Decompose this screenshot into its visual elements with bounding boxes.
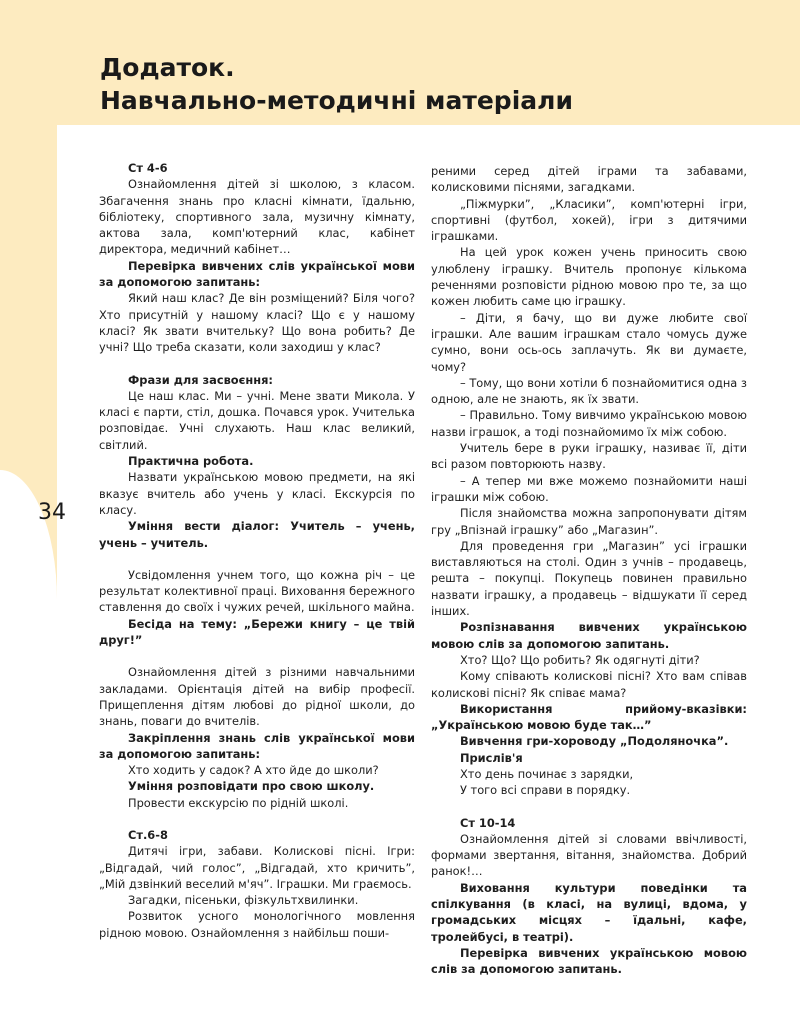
bold-paragraph: Практична робота. [128, 454, 254, 469]
paragraph: На цей урок кожен учень приносить свою улюблену іграшку. Вчитель пропонує кількома реченнями розповісти рідною мовою про те, за що кожен любить саме цю іграшку. [431, 245, 747, 309]
paragraph: Хто? Що? Що робить? Як одягнуті діти? [460, 652, 700, 667]
paragraph: Дитячі ігри, забави. Колискові пісні. Ігри: „Відгадай, чий голос”, „Відгадай, хто кричить”, „Мій дзвінкий веселий м'яч”. Іграшки. Ми граємось. [99, 844, 415, 891]
paragraph: Це наш клас. Ми – учні. Мене звати Микола. У класі є парти, стіл, дошка. Почався урок. Учителька розповідає. Учні слухають. Наш клас великий, світлий. [99, 388, 415, 452]
paragraph: – Тому, що вони хотіли б познайомитися одна з одною, але не знають, як їх звати. [431, 375, 747, 407]
paragraph: Для проведення гри „Магазин” усі іграшки виставляються на столі. Один з учнів – продавець, решта – покупці. Покупець повинен правильно назвати іграшку, а продавець – відшукати її серед інших. [431, 538, 747, 619]
paragraph: Назвати українською мовою предмети, на які вказує вчитель або учень у класі. Екскурсія по класу. [99, 470, 415, 517]
bold-paragraph: Прислів'я [460, 750, 523, 765]
paragraph: Хто день починає з зарядки, [460, 766, 634, 781]
page-number: 34 [38, 500, 66, 525]
paragraph: У того всі справи в порядку. [460, 783, 631, 798]
section-heading: Ст.6-8 [128, 827, 168, 842]
bold-paragraph: Перевірка вивчених українською мовою слів за допомогою запитань. [431, 945, 747, 977]
bold-paragraph: Перевірка вивчених слів української мови за допомогою запитань: [99, 258, 415, 290]
paragraph: Який наш клас? Де він розміщений? Біля чого? Хто присутній у нашому класі? Що є у нашому класі? Як звати вчительку? Що вона робить? Де учні? Що треба сказати, коли заходиш у клас? [99, 291, 415, 355]
page-corner [0, 470, 57, 1029]
paragraph: Усвідомлення учнем того, що кожна річ – це результат колективної праці. Виховання бережного ставлення до своїх і чужих речей, шкільного майна. [99, 567, 415, 615]
bold-paragraph: Уміння вести діалог: Учитель – учень, учень – учитель. [99, 519, 415, 550]
paragraph: Загадки, пісеньки, фізкультхвилинки. [128, 893, 359, 908]
paragraph: – А тепер ми вже можемо познайомити наші іграшки між собою. [431, 473, 747, 504]
bold-paragraph: Бесіда на тему: „Бережи книгу – це твій друг!” [99, 616, 415, 648]
paragraph-spacer [99, 648, 415, 664]
paragraph: Ознайомлення дітей зі словами ввічливості, формами звертання, вітання, знайомства. Добрий ранок!… [431, 831, 747, 879]
paragraph: реними серед дітей іграми та забавами, колисковими піснями, загадками. [431, 164, 747, 195]
paragraph: Ознайомлення дітей зі школою, з класом. Збагачення знань про класні кімнати, їдальню, бібліотеку, спортивного зала, музичну кімнату, актова зала, комп'ютерний клас, кабінет директора, медичний кабінет… [99, 177, 415, 257]
bold-paragraph: Уміння розповідати про свою школу. [128, 779, 375, 794]
section-heading: Ст 10-14 [460, 815, 516, 830]
left-column [99, 160, 415, 941]
paragraph: Кому співають колискові пісні? Хто вам співав колискові пісні? Як співає мама? [431, 669, 747, 700]
paragraph: – Діти, я бачу, що ви дуже любите свої іграшки. Але вашим іграшкам стало чомусь дуже сумно, вони ось-ось заплачуть. Як ви думаєте, чому? [431, 310, 747, 374]
bold-paragraph: Розпізнавання вивчених українською мовою слів за допомогою запитань. [431, 620, 747, 651]
bold-paragraph: Закріплення знань слів української мови за допомогою запитань: [99, 730, 415, 761]
paragraph-spacer [99, 811, 415, 827]
paragraph: Ознайомлення дітей з різними навчальними закладами. Орієнтація дітей на вибір професії. Прищеплення дітям любові до рідної школи, до знань, поваги до вчителів. [99, 665, 415, 729]
paragraph: Хто ходить у садок? А хто йде до школи? [128, 763, 379, 778]
page-title [100, 51, 573, 117]
paragraph: – Правильно. Тому вивчимо українською мовою назви іграшок, а тоді познайомимо їх між собою. [431, 408, 747, 439]
paragraph: Провести екскурсію по рідній школі. [128, 795, 349, 810]
bold-paragraph: Фрази для засвоєння: [128, 372, 273, 387]
paragraph: Після знайомства можна запропонувати дітям гру „Впізнай іграшку” або „Магазин”. [431, 506, 747, 537]
paragraph: „Піжмурки”, „Класики”, комп'ютерні ігри, спортивні (футбол, хокей), ігри з дитячими іграшками. [431, 196, 747, 244]
paragraph: Розвиток усного монологічного мовлення рідною мовою. Ознайомлення з найбільш поши- [99, 909, 415, 940]
title-line-2: Навчально-методичні матеріали [100, 86, 573, 115]
paragraph-spacer [99, 551, 415, 567]
title-line-1: Додаток. [100, 53, 235, 82]
paragraph: Учитель бере в руки іграшку, називає її, діти всі разом повторюють назву. [431, 441, 747, 472]
right-column [431, 163, 747, 978]
bold-paragraph: Виховання культури поведінки та спілкування (в класі, на вулиці, вдома, у громадських місцях – їдальні, кафе, тролейбусі, в театрі). [431, 880, 747, 944]
bold-paragraph: Вивчення гри-хороводу „Подоляночка”. [460, 734, 729, 749]
paragraph-spacer [99, 356, 415, 372]
paragraph-spacer [431, 799, 747, 815]
section-heading: Ст 4-6 [128, 161, 168, 175]
bold-paragraph: Використання прийому-вказівки: „Українською мовою буде так…” [431, 701, 747, 733]
